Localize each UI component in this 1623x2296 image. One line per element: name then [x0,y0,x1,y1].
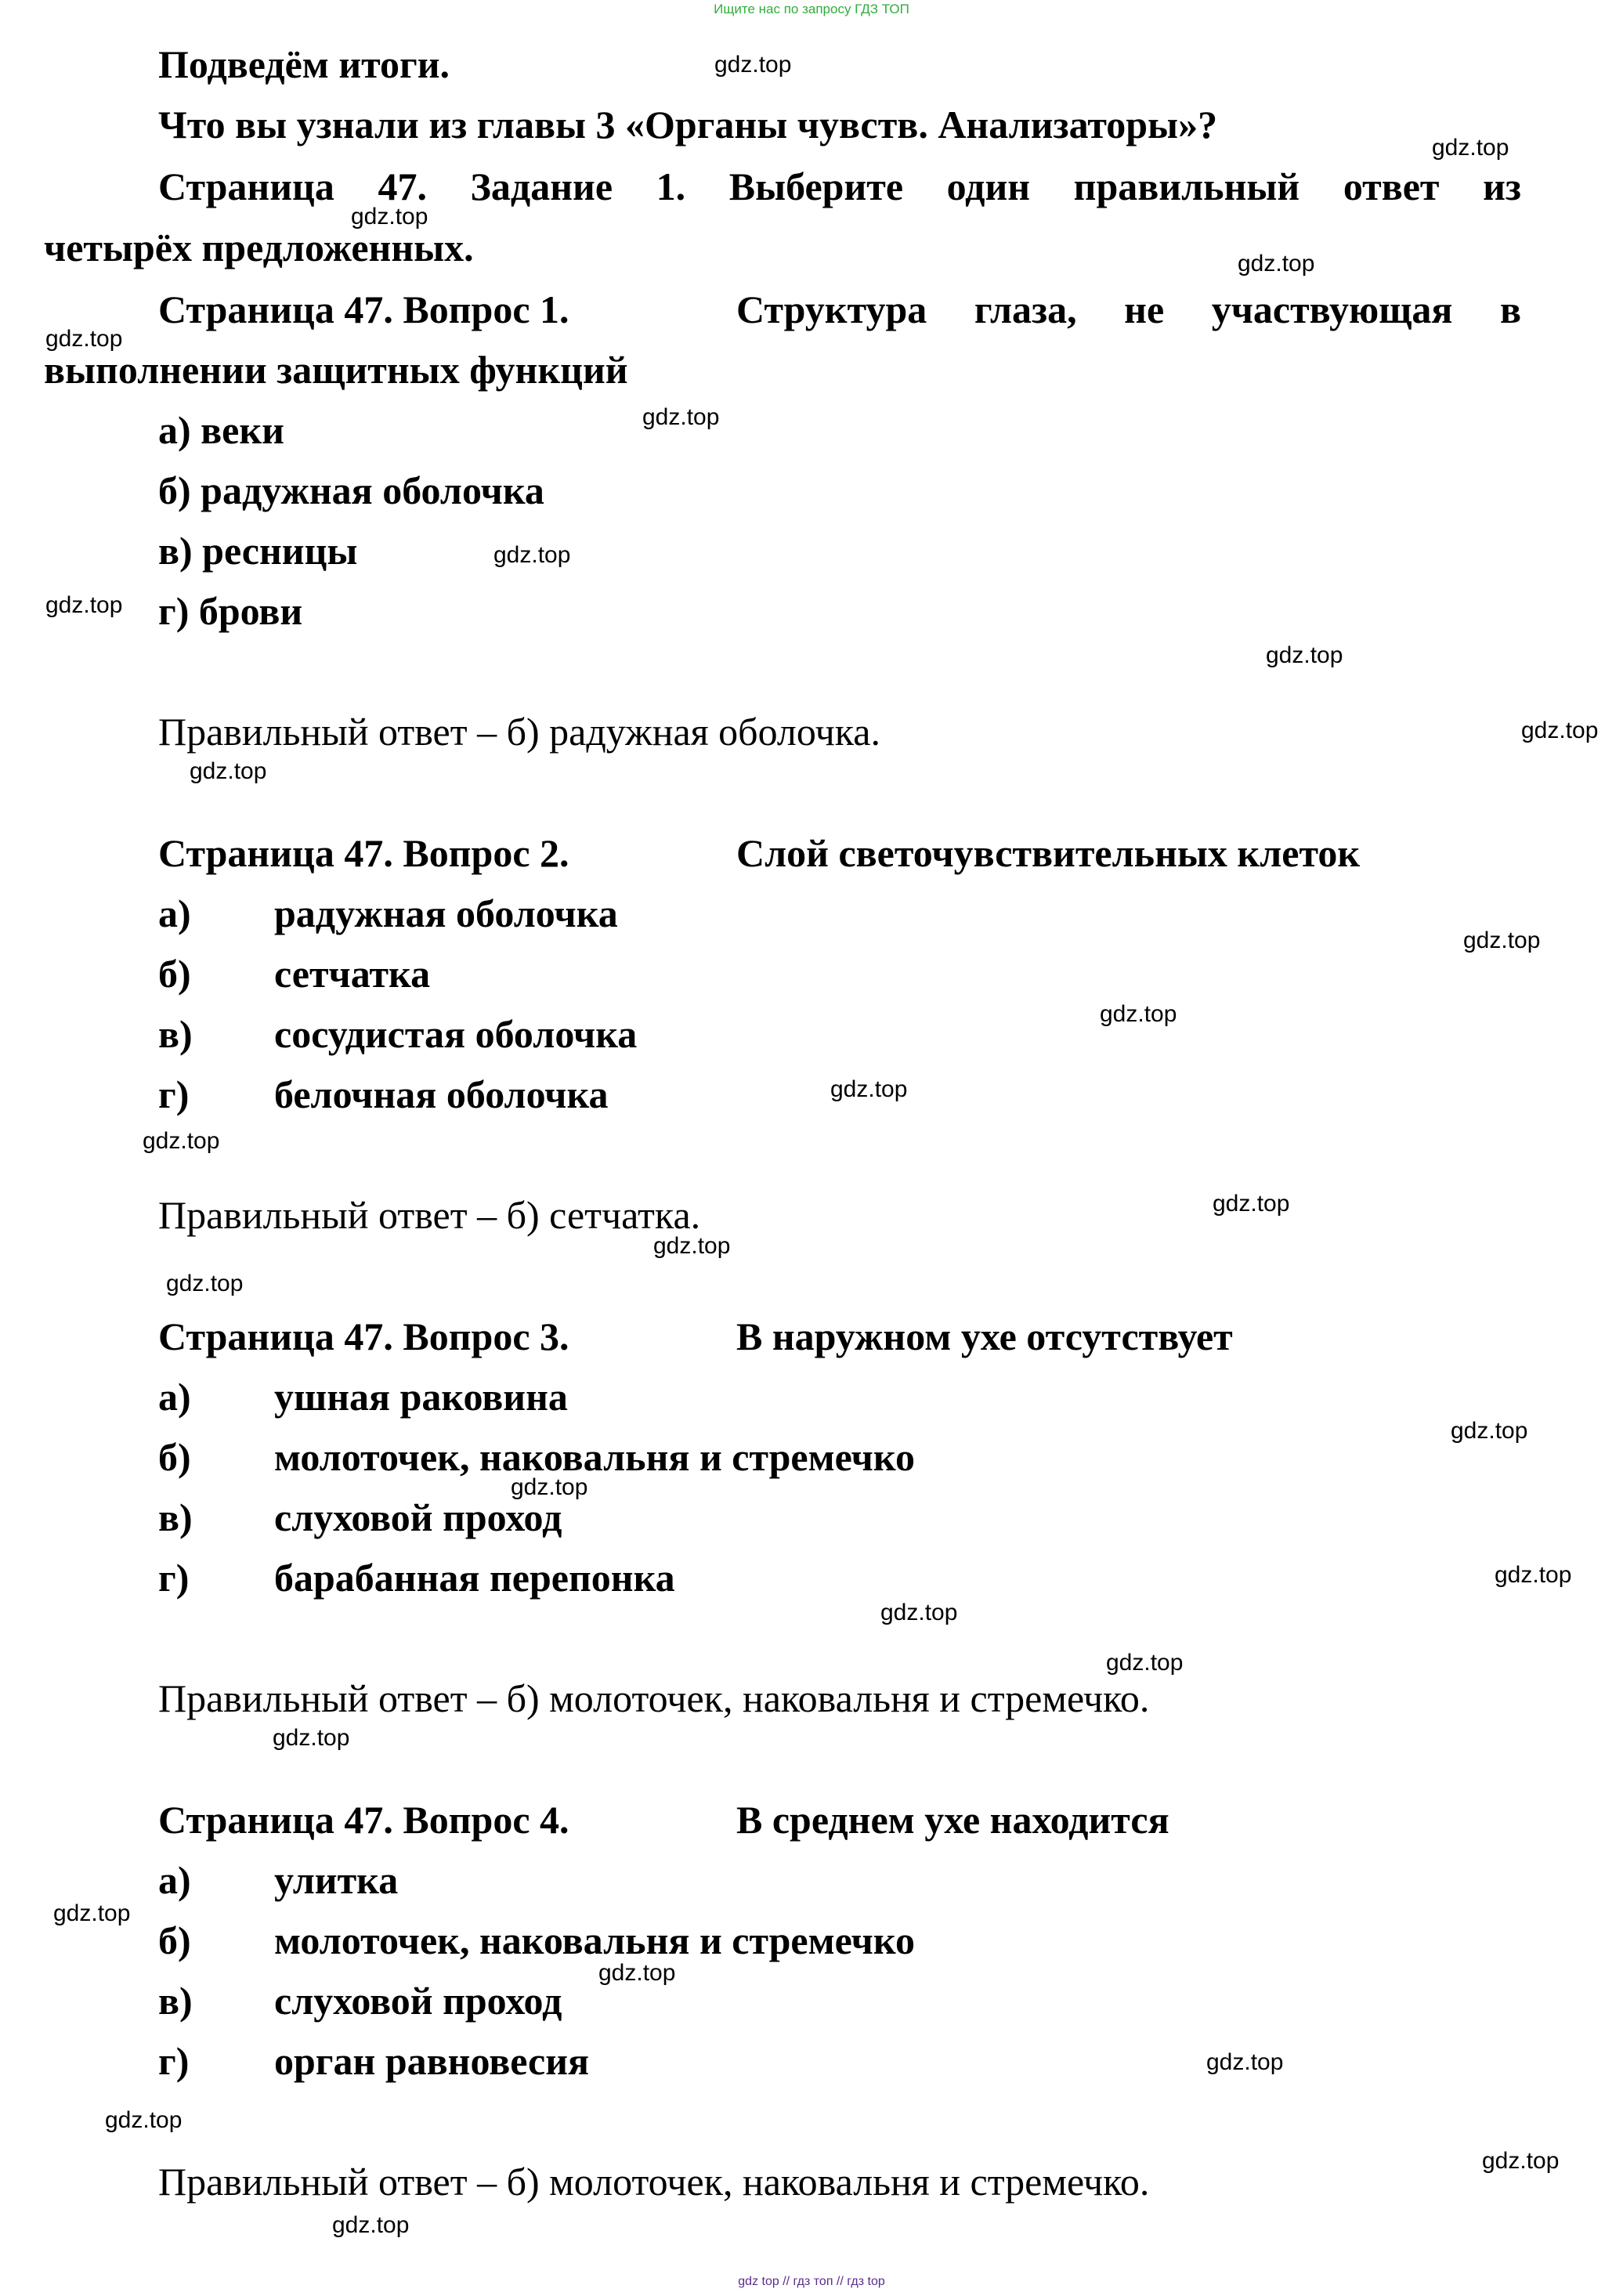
watermark: gdz.top [1482,2148,1560,2174]
watermark: gdz.top [105,2107,183,2133]
watermark: gdz.top [511,1474,588,1500]
q2-letter-a: а) [158,891,191,935]
q3-answer: Правильный ответ – б) молоточек, наковальня и стремечко. [158,1676,1150,1720]
q4-option-b: молоточек, наковальня и стремечко [274,1918,915,1962]
watermark: gdz.top [880,1600,958,1625]
q1-title: Страница 47. Вопрос 1. [158,287,569,331]
watermark: gdz.top [45,326,123,352]
q4-letter-c: в) [158,1979,193,2023]
q4-text: В среднем ухе находится [736,1798,1169,1842]
q1-option-d: г) брови [158,589,303,633]
q4-letter-a: а) [158,1858,191,1902]
watermark: gdz.top [53,1900,131,1926]
q2-option-a: радужная оболочка [274,891,618,935]
watermark: gdz.top [190,758,267,784]
q2-text: Слой светочувствительных клеток [736,831,1361,875]
q1-text-line-2: выполнении защитных функций [44,348,628,392]
q3-option-b: молоточек, наковальня и стремечко [274,1435,915,1479]
q2-letter-b: б) [158,952,191,996]
watermark: gdz.top [351,204,428,230]
watermark: gdz.top [45,592,123,618]
watermark: gdz.top [1432,135,1509,161]
watermark: gdz.top [1521,718,1599,743]
q2-title: Страница 47. Вопрос 2. [158,831,569,875]
watermark: gdz.top [1463,927,1541,953]
watermark: gdz.top [598,1960,676,1986]
watermark: gdz.top [1213,1191,1290,1217]
task-line-2: четырёх предложенных. [44,226,474,269]
watermark: gdz.top [1266,642,1343,668]
q1-option-a: а) веки [158,408,284,452]
q3-option-d: барабанная перепонка [274,1556,675,1600]
watermark: gdz.top [1206,2049,1284,2075]
watermark: gdz.top [493,542,571,568]
q3-text: В наружном ухе отсутствует [736,1314,1233,1358]
watermark: gdz.top [642,404,720,430]
q3-letter-a: а) [158,1375,191,1419]
watermark: gdz.top [1106,1650,1184,1676]
task-line-1: Страница 47. Задание 1. Выберите один правильный ответ из [158,165,1521,208]
q3-letter-d: г) [158,1556,190,1600]
q1-option-c: в) ресницы [158,529,358,573]
q4-letter-d: г) [158,2039,190,2083]
summary-heading: Подведём итоги. [158,42,450,86]
q3-option-a: ушная раковина [274,1375,568,1419]
q3-letter-b: б) [158,1435,191,1479]
watermark: gdz.top [332,2212,410,2238]
q2-answer: Правильный ответ – б) сетчатка. [158,1193,701,1237]
q2-option-d: белочная оболочка [274,1072,609,1116]
q2-letter-d: г) [158,1072,190,1116]
q3-letter-c: в) [158,1495,193,1539]
bottom-banner: gdz top // гдз топ // гдз top [738,2275,885,2288]
top-search-banner: Ищите нас по запросу ГДЗ ТОП [714,2,909,16]
q1-text-line-1: Структура глаза, не участвующая в [736,287,1521,331]
watermark: gdz.top [143,1128,220,1154]
watermark: gdz.top [166,1271,244,1296]
q2-letter-c: в) [158,1012,193,1056]
q4-option-c: слуховой проход [274,1979,562,2023]
watermark: gdz.top [653,1233,731,1259]
q1-answer: Правильный ответ – б) радужная оболочка. [158,710,880,754]
chapter-question: Что вы узнали из главы 3 «Органы чувств. Анализаторы»? [158,103,1218,146]
q3-option-c: слуховой проход [274,1495,562,1539]
q3-title: Страница 47. Вопрос 3. [158,1314,569,1358]
watermark: gdz.top [273,1725,350,1751]
watermark: gdz.top [714,52,792,78]
q4-answer: Правильный ответ – б) молоточек, наковальня и стремечко. [158,2160,1150,2204]
q1-option-b: б) радужная оболочка [158,468,544,512]
q4-title: Страница 47. Вопрос 4. [158,1798,569,1842]
watermark: gdz.top [1100,1001,1177,1027]
q4-letter-b: б) [158,1918,191,1962]
watermark: gdz.top [1238,251,1315,277]
q4-option-a: улитка [274,1858,399,1902]
q2-option-b: сетчатка [274,952,431,996]
watermark: gdz.top [1495,1562,1572,1588]
watermark: gdz.top [830,1076,908,1102]
watermark: gdz.top [1451,1418,1528,1444]
q2-option-c: сосудистая оболочка [274,1012,638,1056]
q4-option-d: орган равновесия [274,2039,590,2083]
